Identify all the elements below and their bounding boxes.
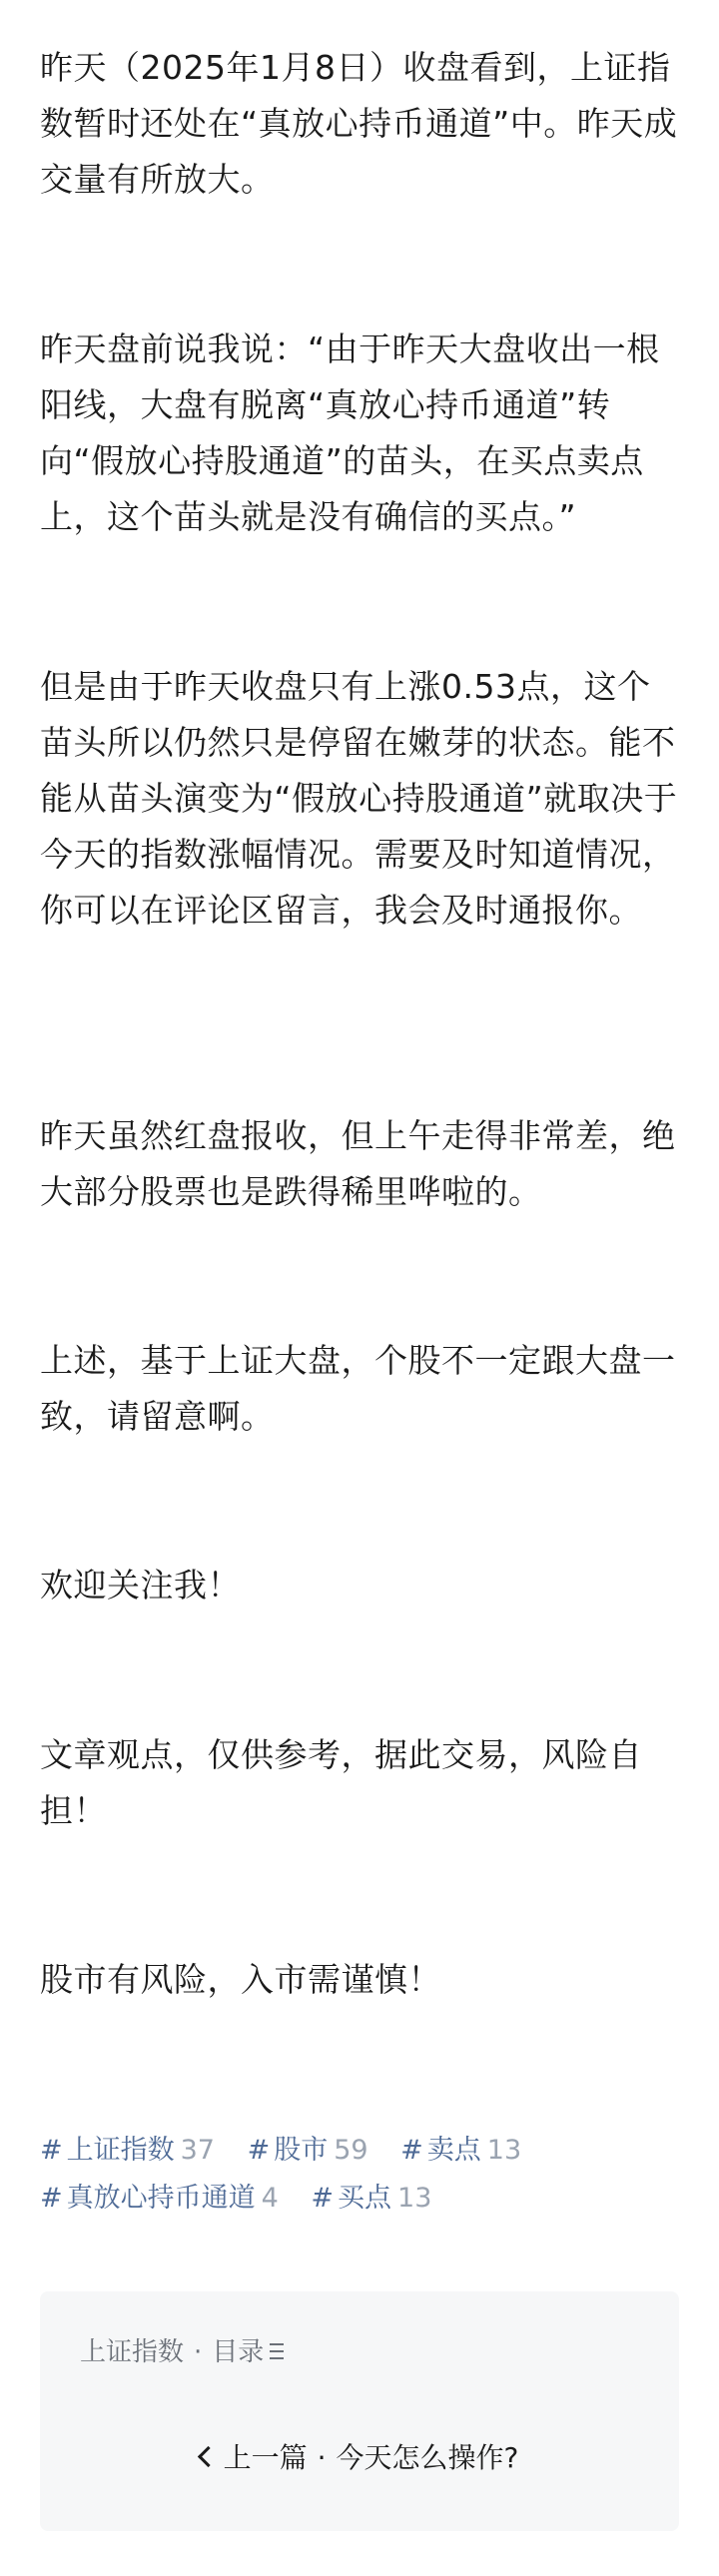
article-paragraph: 上述，基于上证大盘，个股不一定跟大盘一致，请留意啊。 <box>40 1341 676 1436</box>
collection-card <box>40 2291 679 2531</box>
article-paragraph: 昨天（2025年1月8日）收盘看到，上证指数暂时还处在“真放心持币通道”中。昨天成交量有所放大。 <box>40 48 678 199</box>
tag-row <box>40 2127 679 2175</box>
prev-article-link[interactable] <box>201 2441 519 2474</box>
tag-count: 37 <box>180 2135 215 2166</box>
tag-count: 13 <box>397 2183 432 2214</box>
tag-sell-point[interactable] <box>400 2127 521 2175</box>
separator: · <box>194 2337 203 2367</box>
chevron-left-icon <box>197 2446 218 2467</box>
article-paragraph: 欢迎关注我！ <box>40 1566 241 1605</box>
hash-icon: # <box>311 2183 335 2214</box>
list-icon <box>270 2343 284 2359</box>
tag-shangzheng-index[interactable] <box>40 2127 215 2175</box>
article-paragraph: 昨天盘前说我说：“由于昨天大盘收出一根阳线，大盘有脱离“真放心持币通道”转向“假放心持股通道”的苗头，在买点卖点上，这个苗头就是没有确信的买点。” <box>40 329 660 536</box>
hash-icon: # <box>40 2135 63 2166</box>
collection-nav <box>40 2436 679 2476</box>
tag-row <box>40 2175 679 2223</box>
tag-buy-point[interactable] <box>311 2175 431 2223</box>
article-paragraph: 昨天虽然红盘报收，但上午走得非常差，绝大部分股票也是跌得稀里哗啦的。 <box>40 1116 676 1211</box>
tag-name: 股市 <box>274 2135 329 2166</box>
collection-title: 上证指数 <box>80 2337 185 2367</box>
tag-count: 59 <box>334 2135 368 2166</box>
hash-icon: # <box>400 2135 423 2166</box>
hash-icon: # <box>40 2183 63 2214</box>
collection-header[interactable] <box>80 2331 284 2368</box>
tag-stock-market[interactable] <box>248 2127 368 2175</box>
separator: · <box>317 2441 327 2474</box>
prev-label: 上一篇 <box>223 2441 308 2474</box>
tag-name: 真放心持币通道 <box>66 2183 256 2214</box>
tag-hold-cash-channel[interactable] <box>40 2175 279 2223</box>
hash-icon: # <box>247 2135 271 2166</box>
article-paragraph: 文章观点，仅供参考，据此交易，风险自担！ <box>40 1735 642 1830</box>
prev-title: 今天怎么操作? <box>336 2441 519 2474</box>
tag-list <box>40 2127 679 2223</box>
tag-name: 卖点 <box>426 2135 481 2166</box>
article-paragraph: 股市有风险，入市需谨慎！ <box>40 1960 441 1999</box>
article-paragraph: 但是由于昨天收盘只有上涨0.53点，这个苗头所以仍然只是停留在嫩芽的状态。能不能从苗头演变为“假放心持股通道”就取决于今天的指数涨幅情况。需要及时知道情况，你可以在评论区留言，我会及时通报你。 <box>40 667 678 930</box>
tag-count: 13 <box>486 2135 522 2166</box>
tag-name: 买点 <box>338 2183 392 2214</box>
tag-name: 上证指数 <box>66 2135 175 2166</box>
tag-count: 4 <box>261 2183 279 2214</box>
catalog-label: 目录 <box>212 2337 265 2367</box>
